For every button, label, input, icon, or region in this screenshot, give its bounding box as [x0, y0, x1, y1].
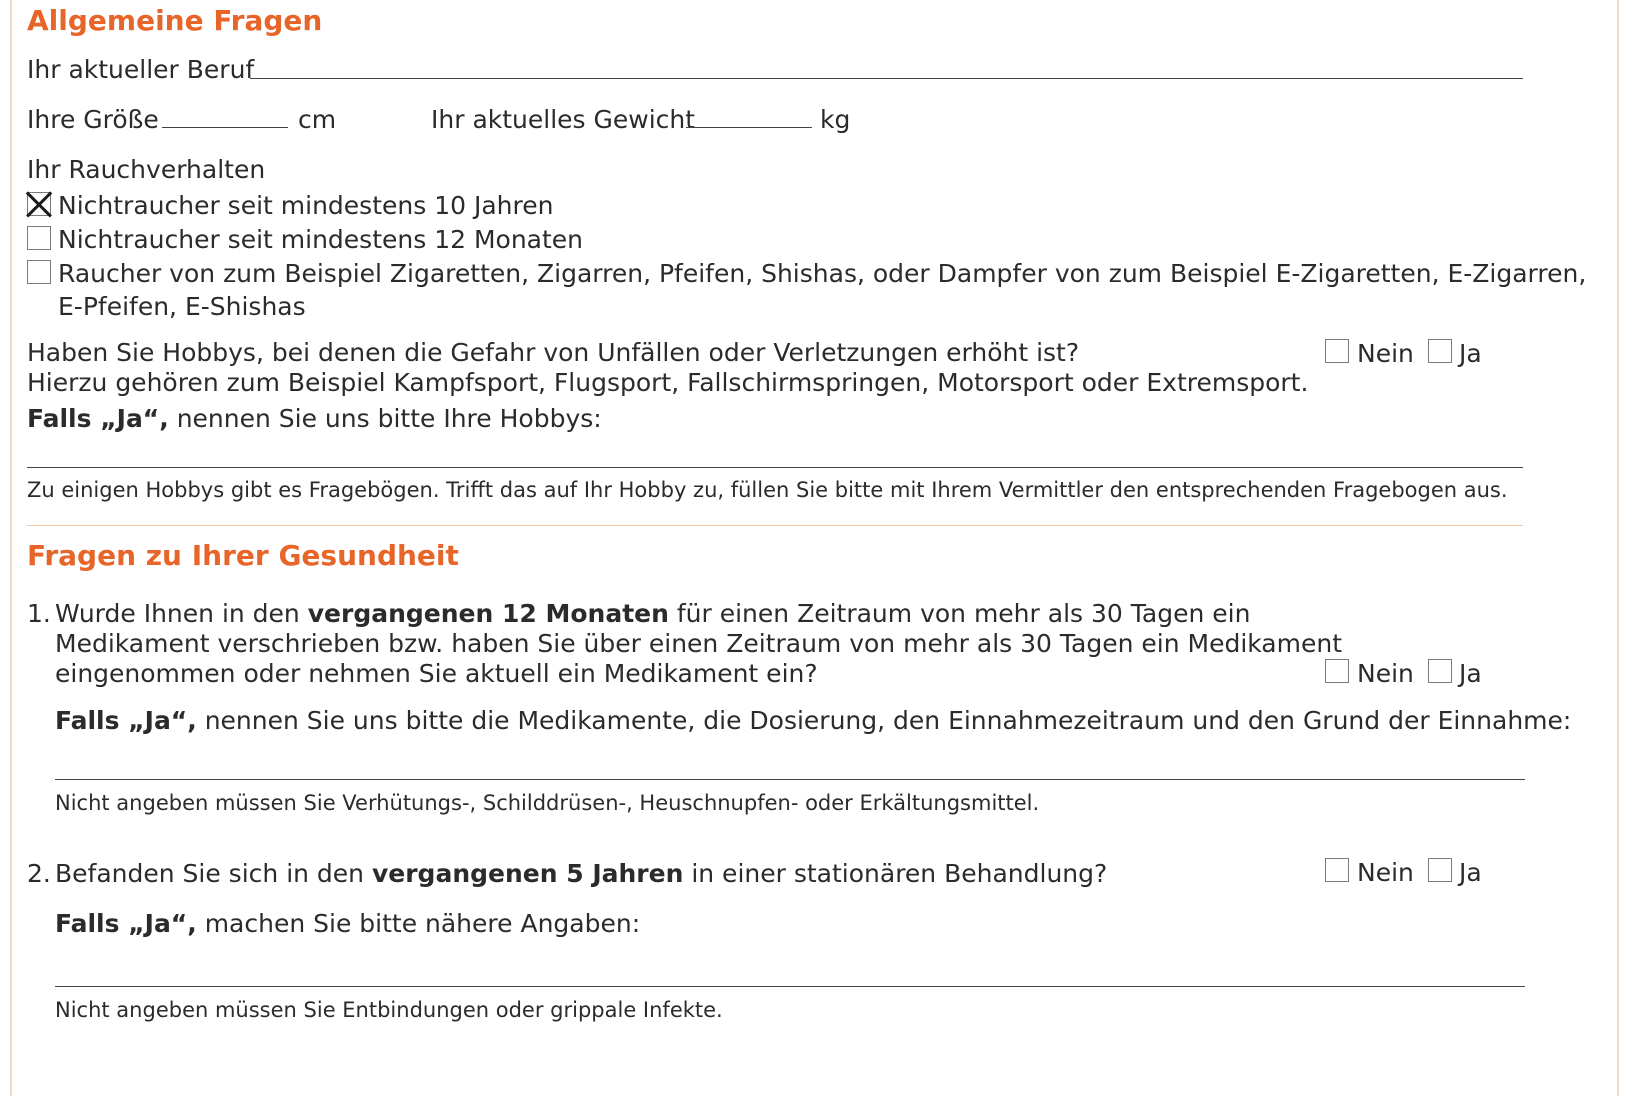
- q2-pre: Befanden Sie sich in den: [55, 859, 372, 888]
- smoking-option-label-1: Nichtraucher seit mindestens 10 Jahren: [58, 191, 554, 220]
- height-label: Ihre Größe: [27, 105, 159, 134]
- q1-yes-label: Ja: [1459, 659, 1482, 688]
- q1-line2: Medikament verschrieben bzw. haben Sie über einen Zeitraum von mehr als 30 Tagen ein Medikament: [55, 629, 1343, 658]
- q2-no-label: Nein: [1357, 858, 1414, 887]
- hobbies-yes-label: Ja: [1459, 339, 1482, 368]
- hobbies-examples: Hierzu gehören zum Beispiel Kampfsport, Flugsport, Fallschirmspringen, Motorsport oder Extremsport.: [27, 368, 1309, 397]
- q2-yes-label: Ja: [1459, 858, 1482, 887]
- section-heading-general: Allgemeine Fragen: [27, 4, 323, 37]
- hobbies-if-yes-bold: Falls „Ja“,: [27, 404, 169, 433]
- occupation-label: Ihr aktueller Beruf: [27, 55, 255, 84]
- q1-line3: eingenommen oder nehmen Sie aktuell ein Medikament ein?: [55, 659, 818, 688]
- q2-note: Nicht angeben müssen Sie Entbindungen oder grippale Infekte.: [55, 998, 723, 1022]
- q1-if-yes-text: nennen Sie uns bitte die Medikamente, die Dosierung, den Einnahmezeitraum und den Grund der Einnahme:: [196, 706, 1572, 735]
- q2-if-yes: [55, 908, 640, 939]
- q2-bold: vergangenen 5 Jahren: [371, 859, 684, 888]
- q1-line1: [55, 598, 1250, 629]
- hobbies-note: Zu einigen Hobbys gibt es Fragebögen. Trifft das auf Ihr Hobby zu, füllen Sie bitte mit Ihrem Vermittler den entsprechenden Fragebogen aus.: [27, 478, 1508, 502]
- q2-number: 2.: [27, 859, 51, 888]
- q2-if-yes-bold: Falls „Ja“,: [55, 909, 197, 938]
- hobbies-no-checkbox[interactable]: [1325, 339, 1349, 363]
- weight-unit: kg: [820, 105, 851, 134]
- q1-if-yes: [55, 705, 1571, 736]
- q1-line1-pre: Wurde Ihnen in den: [55, 599, 308, 628]
- smoking-option-checkbox-1[interactable]: [27, 192, 51, 216]
- hobbies-field[interactable]: [27, 467, 1523, 468]
- weight-label: Ihr aktuelles Gewicht: [431, 105, 696, 134]
- smoking-option-label-2: Nichtraucher seit mindestens 12 Monaten: [58, 225, 584, 254]
- q1-if-yes-bold: Falls „Ja“,: [55, 706, 197, 735]
- height-field[interactable]: [162, 127, 288, 128]
- q1-details-field[interactable]: [55, 779, 1525, 780]
- q2-details-field[interactable]: [55, 986, 1525, 987]
- smoking-option-checkbox-2[interactable]: [27, 226, 51, 250]
- height-unit: cm: [298, 105, 337, 134]
- q2-question: [55, 858, 1107, 889]
- q1-no-label: Nein: [1357, 659, 1414, 688]
- smoking-option-label-3: Raucher von zum Beispiel Zigaretten, Zigarren, Pfeifen, Shishas, oder Dampfer von zum Beispiel E-Zigaretten, E-Zigarren,: [58, 259, 1587, 288]
- page-border-right: [1617, 0, 1619, 1096]
- smoking-option-label-3-cont: E-Pfeifen, E-Shishas: [58, 292, 306, 321]
- section-divider: [27, 525, 1523, 526]
- hobbies-if-yes-text: nennen Sie uns bitte Ihre Hobbys:: [168, 404, 602, 433]
- q1-line1-bold: vergangenen 12 Monaten: [307, 599, 669, 628]
- q1-number: 1.: [27, 599, 51, 628]
- q1-note: Nicht angeben müssen Sie Verhütungs-, Schilddrüsen-, Heuschnupfen- oder Erkältungsmittel.: [55, 791, 1040, 815]
- weight-field[interactable]: [686, 127, 812, 128]
- q2-post: in einer stationären Behandlung?: [683, 859, 1108, 888]
- hobbies-if-yes: [27, 403, 602, 434]
- hobbies-no-label: Nein: [1357, 339, 1414, 368]
- smoking-option-checkbox-3[interactable]: [27, 260, 51, 284]
- q2-if-yes-text: machen Sie bitte nähere Angaben:: [196, 909, 641, 938]
- q1-no-checkbox[interactable]: [1325, 659, 1349, 683]
- smoking-label: Ihr Rauchverhalten: [27, 155, 266, 184]
- hobbies-question: Haben Sie Hobbys, bei denen die Gefahr von Unfällen oder Verletzungen erhöht ist?: [27, 338, 1080, 367]
- q1-line1-post: für einen Zeitraum von mehr als 30 Tagen ein: [668, 599, 1251, 628]
- hobbies-yes-checkbox[interactable]: [1428, 339, 1452, 363]
- page-border-left: [10, 0, 12, 1096]
- q2-no-checkbox[interactable]: [1325, 858, 1349, 882]
- q1-yes-checkbox[interactable]: [1428, 659, 1452, 683]
- section-heading-health: Fragen zu Ihrer Gesundheit: [27, 539, 459, 572]
- q2-yes-checkbox[interactable]: [1428, 858, 1452, 882]
- occupation-field[interactable]: [250, 78, 1523, 79]
